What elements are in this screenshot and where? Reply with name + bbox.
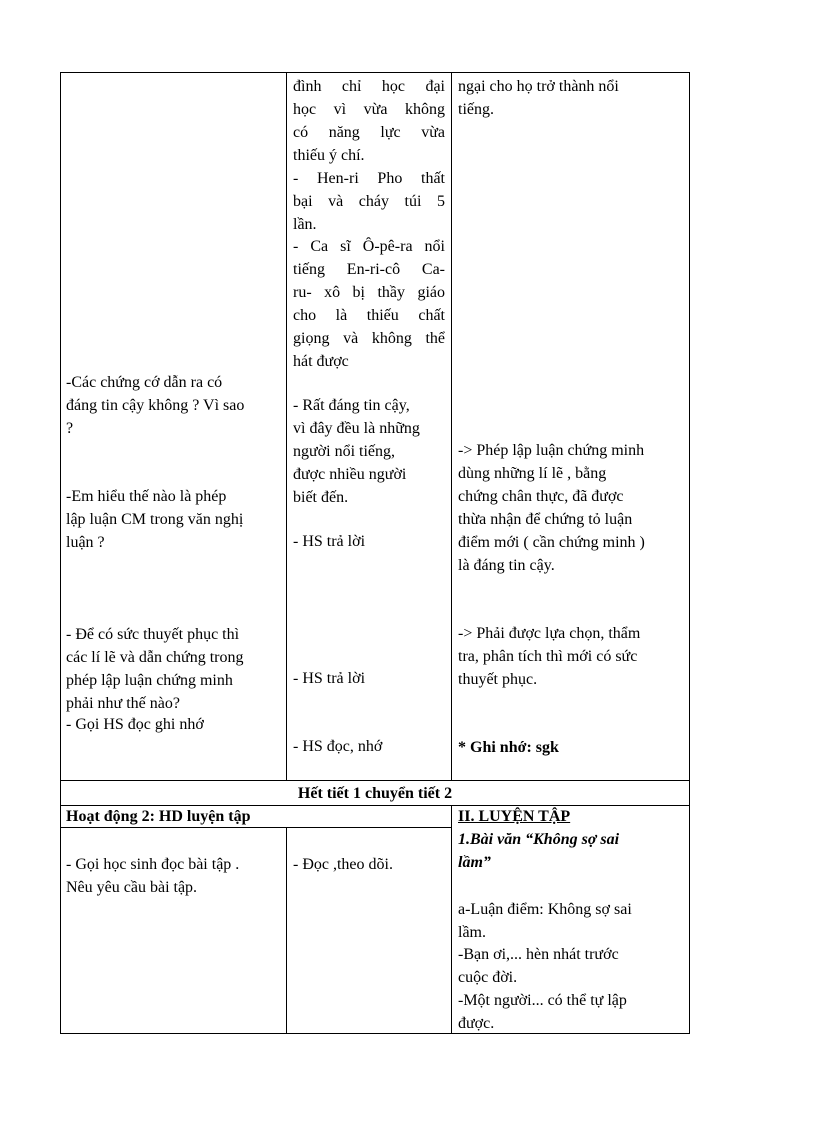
text-line: điểm mới ( cần chứng minh ) [458,534,645,551]
table-left-border [60,72,61,1034]
text-line: lần. [293,216,317,233]
text-line: ? [66,420,74,437]
text-line: - HS đọc, nhớ [293,738,383,755]
text-line: tra, phân tích thì mới có sức [458,648,638,665]
text-line: phép lập luận chứng minh [66,672,233,689]
answer-reliable [293,394,448,509]
text-line: cuộc đời. [458,969,518,986]
text-line: thuyết phục. [458,671,538,688]
text-line: đáng tin cậy không ? Vì sao [66,397,245,414]
text-line: giọng và không thể [293,330,445,347]
text-line: - Gọi học sinh đọc bài tập . [66,856,240,873]
text-line: - Hen-ri Pho thất [293,170,445,187]
example-henry-ford [293,167,445,236]
text-line: thừa nhận để chứng tỏ luận [458,511,633,528]
row-divider-transition-top [60,780,690,781]
practice-title [458,805,686,828]
memo-note [458,736,686,759]
example-caruso [293,235,445,373]
text-line: ngại cho họ trở thành nổi [458,78,619,95]
text-line: bại và cháy túi 5 [293,193,445,210]
table-top-border [60,72,690,73]
text-line: cho là thiếu chất [293,307,445,324]
argument-point-1 [458,943,686,989]
text-line: thiếu ý chí. [293,147,365,164]
text-line: - Rất đáng tin cậy, [293,397,410,414]
text-line: được. [458,1015,495,1032]
text-line: 1.Bài văn “Không sợ sai [458,831,620,848]
text-line: các lí lẽ và dẫn chứng trong [66,649,244,666]
section2-col-divider-2 [286,827,287,1033]
answer-student-reply-2 [293,667,448,690]
answer-read-follow [293,853,448,876]
example-expelled [293,75,445,167]
text-line: lầm. [458,924,486,941]
text-line: hát được [293,353,349,370]
definition-proof-argument [458,439,686,577]
text-line: -> Phải được lựa chọn, thẩm [458,625,641,642]
text-line: -Bạn ơi,... hèn nhát trước [458,946,619,963]
thesis-statement [458,898,686,944]
text-line: tiếng. [458,101,494,118]
text-line: II. LUYỆN TẬP [458,808,571,825]
text-line: lập luận CM trong văn nghị [66,511,244,528]
text-line: a-Luận điểm: Không sợ sai [458,901,632,918]
instruction-read-memo [66,713,282,736]
note-fame [458,75,686,121]
text-line: -Em hiểu thế nào là phép [66,488,227,505]
text-line: phải như thế nào? [66,695,180,712]
requirement-persuasive [458,622,686,691]
text-line: tiếng En-ri-cô Ca- [293,261,445,278]
text-line: học vì vừa không [293,101,445,118]
answer-student-read [293,735,448,758]
text-line: chứng chân thực, đã được [458,488,624,505]
question-proof-argument [66,485,282,554]
question-evidence-reliability [66,371,282,440]
text-line: biết đến. [293,489,349,506]
text-line: Nêu yêu cầu bài tập. [66,879,198,896]
argument-point-2 [458,989,686,1035]
activity-title [66,805,446,828]
text-line: -Các chứng cớ dẫn ra có [66,374,223,391]
text-line: - Ca sĩ Ô-pê-ra nổi [293,238,445,255]
transition-row [61,782,689,805]
text-line: đình chỉ học đại [293,78,445,95]
text-line: là đáng tin cậy. [458,557,555,574]
text-line: Hết tiết 1 chuyển tiết 2 [297,785,453,802]
table-right-border [689,72,690,1034]
text-line: luận ? [66,534,105,551]
section1-col-divider-2 [451,72,452,780]
text-line: được nhiều người [293,466,407,483]
section1-col-divider-1 [286,72,287,780]
text-line: - Gọi HS đọc ghi nhớ [66,716,204,733]
text-line: Hoạt động 2: HD luyện tập [66,808,251,825]
exercise-title [458,828,686,874]
text-line: người nổi tiếng, [293,443,396,460]
text-line: - HS trả lời [293,670,366,687]
text-line: -> Phép lập luận chứng minh [458,442,645,459]
answer-student-reply-1 [293,530,448,553]
text-line: - Để có sức thuyết phục thì [66,626,240,643]
text-line: ru- xô bị thầy giáo [293,284,445,301]
question-persuasiveness [66,623,282,715]
text-line: vì đây đều là những [293,420,420,437]
text-line: - Đọc ,theo dõi. [293,856,393,873]
text-line: * Ghi nhớ: sgk [458,739,559,756]
section2-col-divider-main [451,805,452,1033]
text-line: dùng những lí lẽ , bằng [458,465,607,482]
text-line: -Một người... có thể tự lập [458,992,627,1009]
instruction-read-exercise [66,853,282,899]
text-line: - HS trả lời [293,533,366,550]
text-line: có năng lực vừa [293,124,445,141]
text-line: lầm” [458,854,491,871]
